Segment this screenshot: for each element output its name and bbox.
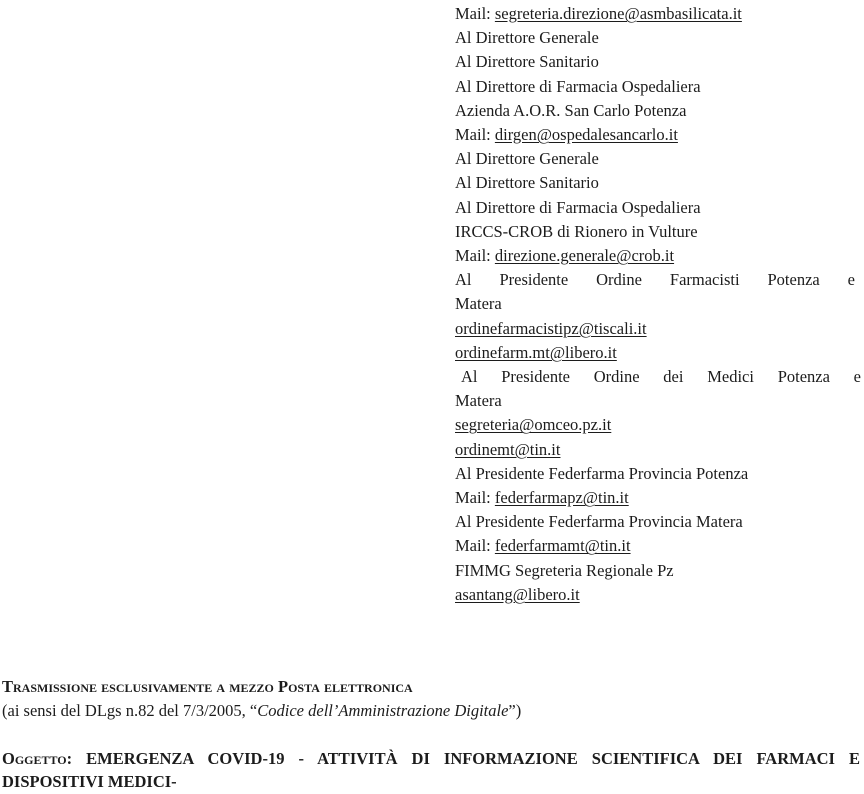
recipient-line: Al Direttore Generale	[455, 149, 599, 169]
recipient-line: Azienda A.O.R. San Carlo Potenza	[455, 100, 687, 120]
recipient-line: Al Direttore di Farmacia Ospedaliera	[455, 197, 701, 217]
email-link[interactable]: asantang@libero.it	[455, 584, 580, 604]
transmission-notice	[2, 675, 862, 723]
recipient-line: IRCCS-CROB di Rionero in Vulture	[455, 221, 698, 241]
recipient-line: Al Presidente Ordine Farmacisti Potenza e	[455, 270, 855, 290]
recipient-line: Al Direttore Sanitario	[455, 173, 599, 193]
subject-line-2: DISPOSITIVI MEDICI-	[2, 772, 177, 791]
mail-prefix: Mail:	[455, 4, 495, 23]
recipient-mail-line	[455, 341, 855, 365]
recipient-mail-line	[455, 583, 855, 607]
subject-block	[2, 747, 860, 793]
recipient-mail-line	[455, 317, 855, 341]
subject-text-1: EMERGENZA COVID-19 - ATTIVITÀ DI INFORMAZIONE SCIENTIFICA DEI FARMACI E	[86, 749, 860, 768]
recipient-line: Al Direttore Generale	[455, 28, 599, 48]
recipient-mail-line	[455, 2, 855, 26]
recipient-line: Al Presidente Federfarma Provincia Potenza	[455, 463, 749, 483]
mail-prefix: Mail:	[455, 125, 495, 145]
recipient-mail-line	[455, 486, 855, 510]
recipient-mail-line	[455, 438, 855, 462]
recipient-mail-line	[455, 123, 855, 147]
recipient-line: FIMMG Segreteria Regionale Pz	[455, 560, 674, 580]
email-link[interactable]: direzione.generale@crob.it	[494, 246, 675, 266]
mail-prefix: Mail:	[455, 488, 495, 508]
recipient-mail-line	[455, 534, 855, 558]
recipient-line: Al Presidente Ordine dei Medici Potenza e	[461, 367, 861, 387]
subject-label: Oggetto:	[2, 749, 73, 768]
email-link[interactable]: segreteria.direzione@asmbasilicata.it	[494, 4, 742, 23]
recipient-mail-line	[455, 413, 855, 437]
email-link[interactable]: dirgen@ospedalesancarlo.it	[494, 125, 678, 145]
recipient-line: Matera	[455, 391, 502, 411]
transmission-note-italic: Codice dell’Amministrazione Digitale	[257, 701, 509, 720]
email-link[interactable]: ordinemt@tin.it	[455, 439, 561, 459]
email-link[interactable]: ordinefarm.mt@libero.it	[455, 342, 617, 362]
mail-prefix: Mail:	[455, 536, 495, 556]
recipient-line: Al Direttore di Farmacia Ospedaliera	[455, 76, 701, 96]
recipient-line: Al Presidente Federfarma Provincia Matera	[455, 512, 743, 532]
transmission-note-suffix: ”)	[508, 701, 522, 720]
recipient-line: Matera	[455, 294, 502, 314]
recipient-line: Al Direttore Sanitario	[455, 52, 599, 72]
email-link[interactable]: federfarmapz@tin.it	[494, 488, 629, 508]
subject-line-1	[2, 747, 860, 770]
transmission-note	[2, 699, 862, 723]
transmission-heading: Trasmissione esclusivamente a mezzo Posta elettronica	[2, 677, 413, 696]
email-link[interactable]: federfarmamt@tin.it	[494, 536, 631, 556]
transmission-note-prefix: (ai sensi del DLgs n.82 del 7/3/2005, “	[2, 701, 258, 720]
email-link[interactable]: segreteria@omceo.pz.it	[455, 415, 612, 435]
mail-prefix: Mail:	[455, 246, 495, 266]
recipient-mail-line	[455, 244, 855, 268]
recipient-list	[455, 2, 861, 607]
email-link[interactable]: ordinefarmacistipz@tiscali.it	[455, 318, 647, 338]
